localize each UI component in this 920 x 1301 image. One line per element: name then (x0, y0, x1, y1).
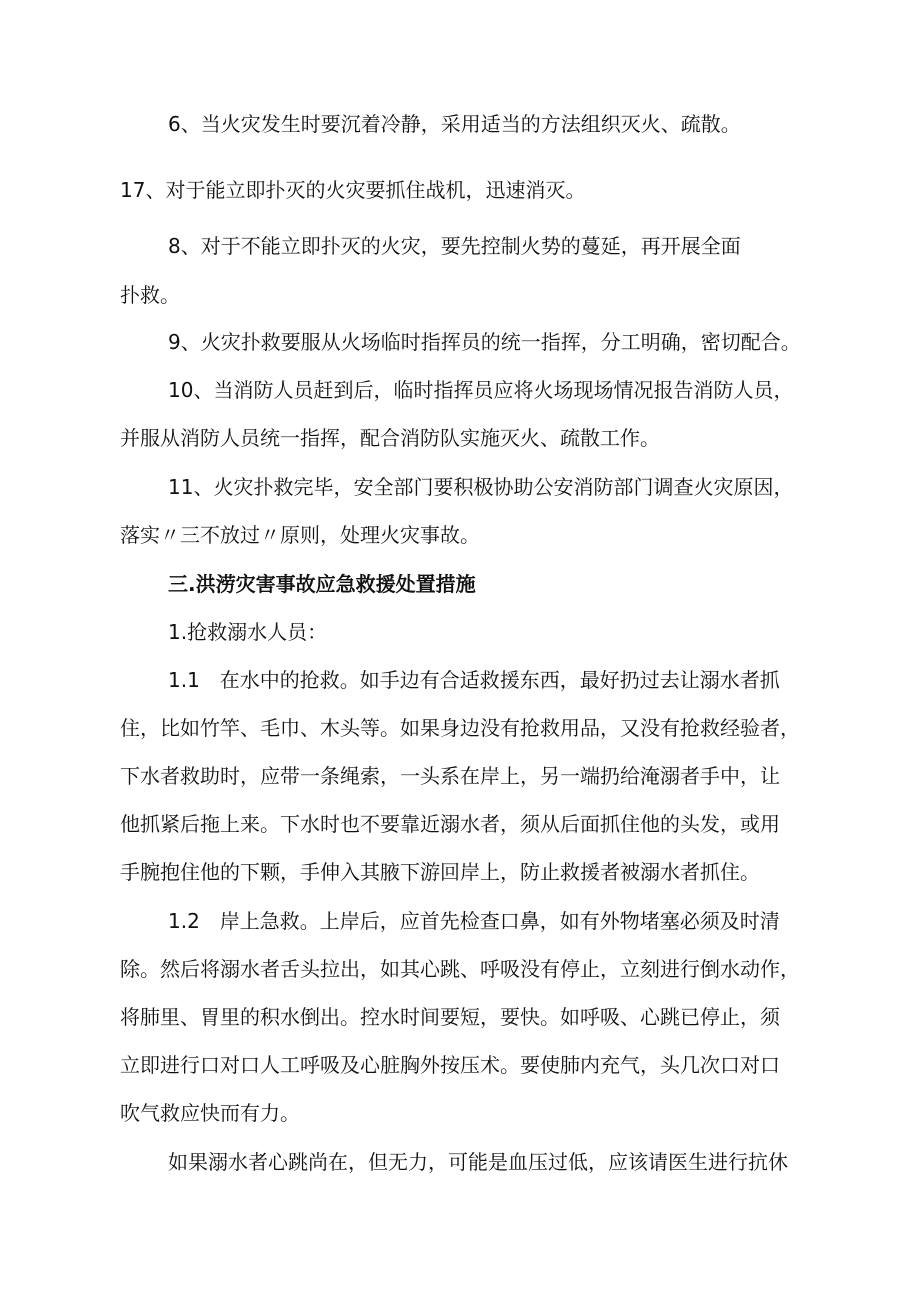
paragraph-line-12: 1.1 在水中的抢救。如手边有合适救援东西，最好扔过去让溺水者抓 (168, 668, 780, 692)
paragraph-line-16: 手腕抱住他的下颗，手伸入其腋下游回岸上，防止救援者被溺水者抓住。 (120, 860, 760, 884)
paragraph-line-22: 如果溺水者心跳尚在，但无力，可能是血压过低，应该请医生进行抗休 (168, 1150, 788, 1174)
paragraph-line-7: 并服从消防人员统一指挥，配合消防队实施灭火、疏散工作。 (120, 426, 660, 450)
subsection-heading: 1.抢救溺水人员： (168, 620, 328, 644)
paragraph-line-1: 6、当火灾发生时要沉着冷静，采用适当的方法组织灭火、疏散。 (168, 112, 741, 136)
paragraph-line-21: 吹气救应快而有力。 (120, 1101, 300, 1125)
section-heading: 三.洪涝灾害事故应急救援处置措施 (168, 572, 476, 596)
paragraph-line-18: 除。然后将溺水者舌头拉出，如其心跳、呼吸没有停止，立刻进行倒水动作， (120, 957, 800, 981)
paragraph-line-3: 8、对于不能立即扑灭的火灾，要先控制火势的蔓延，再开展全面 (168, 234, 741, 258)
paragraph-line-15: 他抓紧后拖上来。下水时也不要靠近溺水者，须从后面抓住他的头发，或用 (120, 812, 780, 836)
paragraph-line-17: 1.2 岸上急救。上岸后，应首先检查口鼻，如有外物堵塞必须及时清 (168, 909, 780, 933)
paragraph-line-6: 10、当消防人员赶到后，临时指挥员应将火场现场情况报告消防人员， (168, 378, 794, 402)
paragraph-line-5: 9、火灾扑救要服从火场临时指挥员的统一指挥，分工明确，密切配合。 (168, 330, 801, 354)
paragraph-line-8: 11、火灾扑救完毕，安全部门要积极协助公安消防部门调查火灾原因， (168, 475, 794, 499)
paragraph-line-4: 扑救。 (120, 283, 180, 307)
paragraph-line-13: 住，比如竹竿、毛巾、木头等。如果身边没有抢救用品，又没有抢救经验者， (120, 716, 800, 740)
paragraph-line-20: 立即进行口对口人工呼吸及心脏胸外按压术。要使肺内充气，头几次口对口 (120, 1053, 780, 1077)
paragraph-line-14: 下水者救助时，应带一条绳索，一头系在岸上，另一端扔给淹溺者手中，让 (120, 764, 780, 788)
paragraph-line-2: 17、对于能立即扑灭的火灾要抓住战机，迅速消灭。 (120, 178, 586, 202)
paragraph-line-19: 将肺里、胃里的积水倒出。控水时间要短，要快。如呼吸、心跳已停止，须 (120, 1005, 780, 1029)
paragraph-line-9: 落实〃三不放过〃原则，处理火灾事故。 (120, 523, 480, 547)
